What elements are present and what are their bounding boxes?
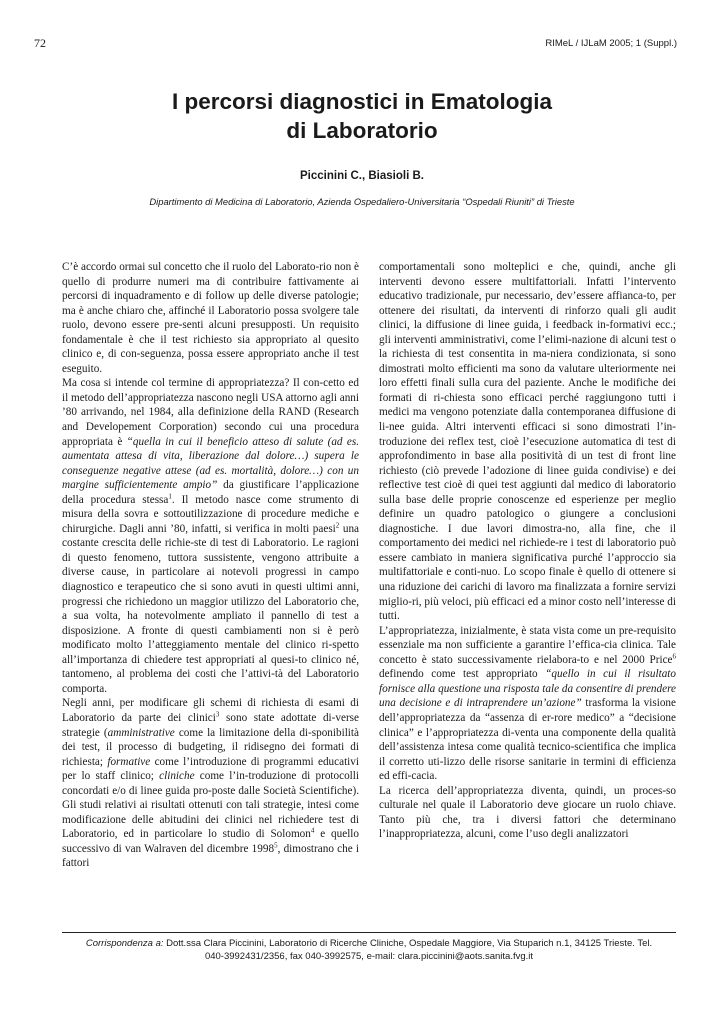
citation-ref: 1	[168, 492, 172, 501]
journal-reference: RIMeL / IJLaM 2005; 1 (Suppl.)	[545, 38, 677, 49]
article-title-line-2: di Laboratorio	[286, 118, 438, 143]
paragraph: La ricerca dell’appropriatezza diventa, quindi, un proces-so culturale nel quale il Laboratorio deve giocare un ruolo chiave. Tanto più che, tra i diversi fattori che determinano l’inappropriatezza, alcuni, come l’uso degli analizzatori	[379, 784, 676, 841]
correspondence-line-2: 040-3992431/2356, fax 040-3992575, e-mail: clara.piccinini@aots.sanita.fvg.it	[204, 950, 534, 962]
page-number: 72	[34, 36, 46, 50]
emphasis: cliniche	[159, 770, 195, 783]
emphasis: formative	[107, 755, 151, 768]
paragraph: comportamentali sono molteplici e che, quindi, anche gli interventi devono essere multifattoriali. Infatti l’intervento educativo tradizionale, pur necessario, dev’essere affianca-to, per ottenere dei risultati, da interventi di rinforzo quali gli audit clinici, la diffusione di linee guida, i feedback in-formativi ecc.; gli interventi amministrativi, come l’elimi-nazione di alcuni test o la richiesta di test consentita in ma-niera condizionata, si sono dimostrati molto efficienti ma sono da valutare ulteriormente nei loro effetti finali sulla cura del paziente. Anche le modifiche dei formati di ri-chiesta sono efficaci perché raggiungono tutti i medici ma vengono potenziate dalla contemporanea diffusione di li-nee guida. Altri interventi efficaci si sono dimostrati l’in-troduzione dei reflex test, cioè l’esecuzione automatica di test di approfondimento in base alla positività di un test di front line richiesto (ciò prevede l’adozione di linee guida condivise) e dei reflective test cioè di quei test aggiunti dal medico di laboratorio sulla base delle proprie conoscenze ed esperienze per meglio definire un quadro patologico o giungere a conclusioni diagnostiche. I due lavori dimostra-no, alla fine, che il comportamento dei medici nel richiede-re i test di laboratorio può essere cambiato in maniera significativa purché l’approccio sia multifattoriale e conti-nuo. Lo scopo finale è quello di ottenere si una riduzione dei carichi di lavoro ma finalizzata a fornire servizi miglio-ri, più veloci, più efficaci ed a minor costo nell’interesse di tutti.	[379, 261, 676, 623]
paragraph: Ma cosa si intende col termine di appropriatezza? Il con-cetto ed il metodo dell’appropriatezza nascono negli USA attorno agli anni ’80 arrivando, nel 1984, alla definizione della RAND (Research and Developement Corporation) secondo cui una procedura appropriata è “quella in cui il beneficio atteso di salute (ad es. aumentata attesa di vita, liberazione dal dolore…) supera le conseguenze negative attese (ad es. mortalità, dolore…) con un margine sufficientemente ampio” da giustificare l’applicazione della procedura stessa$^1$. Il metodo nasce come strumento di misura della sovra e sottoutilizzazione di procedure mediche e chirurgiche. Dagli anni ’80, infatti, si verifica in molti paesi$^2$ una costante crescita delle richie-ste di test di Laboratorio. Le ragioni di questo fenomeno, tuttora sussistente, vengono attribuite a diverse cause, in particolare ai notevoli progressi in campo diagnostico e terapeutico che si sono avuti in questi ultimi anni, progressi che richiedono un maggior utilizzo del Laboratorio che, a sua volta, ha notevolmente ampliato il pannello di test a disposizione. A fronte di questi cambiamenti non si è però modificato molto l’atteggiamento mentale del clinico ri-spetto all’importanza di chiedere test appropriati al quesi-to clinico né, tantomeno, al problema dei costi che l’attivi-tà del Laboratorio comporta.	[62, 377, 360, 695]
correspondence-footer	[62, 938, 676, 963]
article-title	[0, 87, 724, 145]
body-column-right	[379, 260, 676, 842]
citation-ref: 4	[310, 826, 315, 835]
price-definition-quote: “quello in cui il risultato fornisce alla questione una risposta tale da consentire di prendere una decisione e di intraprendere un’azione”	[379, 668, 676, 710]
footer-divider	[62, 932, 676, 933]
affiliation: Dipartimento di Medicina di Laboratorio, Azienda Ospedaliero-Universitaria “Ospedali Riuniti” di Trieste	[149, 196, 575, 207]
rand-definition-quote: “quella in cui il beneficio atteso di salute (ad es. aumentata attesa di vita, liberazione dal dolore…) supera le conseguenze negative attese (ad es. mortalità, dolore…) con un margine sufficientemente ampio”	[62, 435, 360, 492]
citation-ref: 5	[274, 841, 278, 850]
authors: Piccinini C., Biasioli B.	[300, 170, 424, 182]
emphasis: amministrative	[107, 726, 175, 739]
paragraph: Negli anni, per modificare gli schemi di richiesta di esami di Laboratorio da parte dei clinici$^3$ sono state adottate di-verse strategie (amministrative come la limitazione della di-sponibilità dei test, il processo di budgeting, il ridisegno dei formati di richiesta; formative come l’introduzione di programmi educativi per lo staff clinico; cliniche come l’in-troduzione di protocolli concordati e/o di linee guida pro-poste dalle Società Scientifiche). Gli studi relativi ai risultati ottenuti con tali strategie, intesi come modificazione delle abitudini dei clinici nel richiedere test di Laboratorio, ed in particolare lo studio di Solomon$^4$ e quello successivo di van Walraven del dicembre 1998$^5$, dimostrano che i fattori	[62, 697, 360, 870]
paragraph: L’appropriatezza, inizialmente, è stata vista come un pre-requisito essenziale ma non sufficiente a garantire l’effica-cia clinica. Tale concetto è stato successivamente rielabora-to e nel 2000 Price$^6$ definendo come test appropriato “quello in cui il risultato fornisce alla questione una risposta tale da consentire di prendere una decisione e di intraprendere un’azione” trasforma la visione dell’appropriatezza da “assenza di er-rore medico” a “decisione clinica” e l’appropriatezza di-venta una componente della qualità dell’assistenza intesa come qualità tecnico-scientifica che implica il corretto uti-lizzo delle risorse sanitarie in termini di efficienza ed effi-cacia.	[379, 624, 676, 783]
paragraph: C’è accordo ormai sul concetto che il ruolo del Laborato-rio non è quello di produrre numeri ma di contribuire fattivamente ai percorsi di inquadramento e di follow up delle diverse patologie; ma è anche chiaro che, affinché il Laboratorio possa svolgere tale ruolo, devono essere pre-senti alcuni presupposti. Un requisito fondamentale è che il test richiesto sia appropriato al quesito clinico e, di con-seguenza, possa essere appropriato anche il test eseguito.	[62, 261, 359, 375]
article-title-line-1: I percorsi diagnostici in Ematologia	[171, 89, 553, 114]
citation-ref: 6	[672, 652, 676, 661]
citation-ref: 2	[335, 521, 340, 530]
correspondence-label: Corrispondenza a:	[85, 938, 164, 949]
correspondence-line-1: Corrispondenza a: Dott.ssa Clara Piccinini, Laboratorio di Ricerche Cliniche, Ospedale Maggiore, Via Stuparich n.1, 34125 Trieste. Tel.	[85, 938, 653, 949]
body-column-left	[62, 260, 359, 871]
citation-ref: 3	[215, 710, 220, 719]
